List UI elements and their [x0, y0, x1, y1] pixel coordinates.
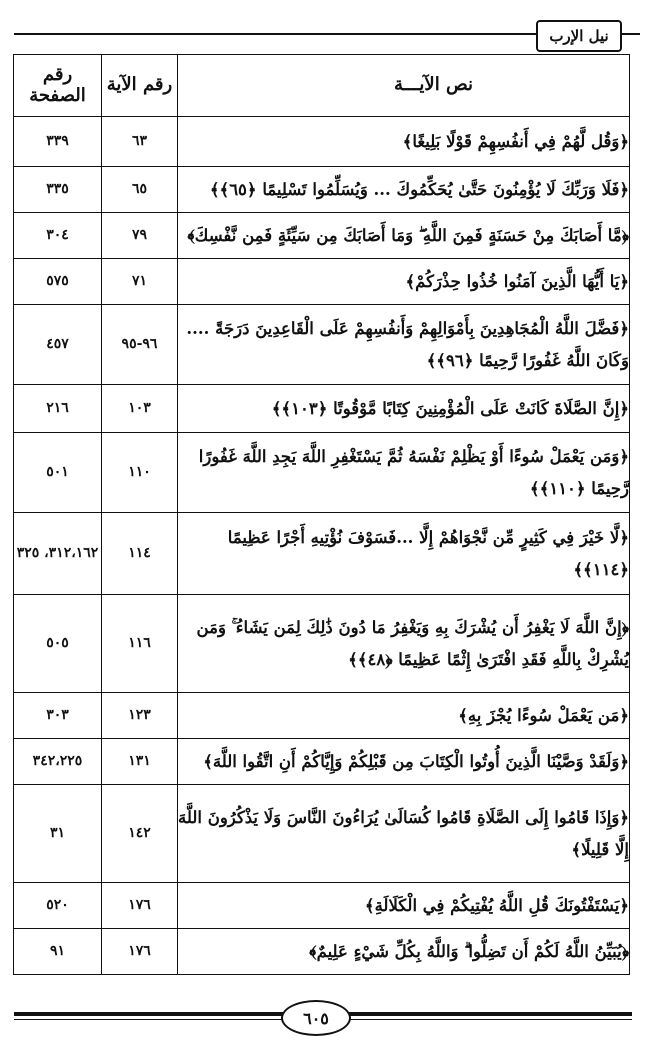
- verse-text: ﴿مَن يَعْمَلْ سُوءًا يُجْزَ بِهِ﴾: [178, 693, 630, 739]
- table-row: [14, 883, 630, 929]
- header-verse-text: نص الآيـــة: [178, 55, 630, 117]
- table-header-row: [14, 55, 630, 117]
- verse-text: ﴿وَلَقَدْ وَصَّيْنَا الَّذِينَ أُوتُوا الْكِتَابَ مِن قَبْلِكُمْ وَإِيَّاكُمْ أَنِ اتَّقُوا اللَّهَ﴾: [178, 739, 630, 785]
- table-row: [14, 305, 630, 385]
- verse-text: ﴿فَضَّلَ اللَّهُ الْمُجَاهِدِينَ بِأَمْوَالِهِمْ وَأَنفُسِهِمْ عَلَى الْقَاعِدِينَ دَرَجَةً .... وَكَانَ اللَّهُ غَفُورًا رَّحِيمًا ﴿٩٦﴾﴾: [178, 305, 630, 385]
- verse-text: ﴿وَمَن يَعْمَلْ سُوءًا أَوْ يَظْلِمْ نَفْسَهُ ثُمَّ يَسْتَغْفِرِ اللَّهَ يَجِدِ اللَّهَ غَفُورًا رَّحِيمًا ﴿١١٠﴾﴾: [178, 433, 630, 513]
- ayah-number: ١٤٢: [102, 785, 178, 883]
- verse-text: ﴿إِنَّ الصَّلَاةَ كَانَتْ عَلَى الْمُؤْمِنِينَ كِتَابًا مَّوْقُوتًا ﴿١٠٣﴾﴾: [178, 385, 630, 433]
- ayah-number: ٦٥: [102, 167, 178, 213]
- verse-text: ﴿إِنَّ اللَّهَ لَا يَغْفِرُ أَن يُشْرَكَ بِهِ وَيَغْفِرُ مَا دُونَ ذَٰلِكَ لِمَن يَشَاءُ ۚ وَمَن يُشْرِكْ بِاللَّهِ فَقَدِ افْتَرَىٰ إِثْمًا عَظِيمًا ﴿٤٨﴾﴾: [178, 595, 630, 693]
- verse-text: ﴿يَا أَيُّهَا الَّذِينَ آمَنُوا خُذُوا حِذْرَكُمْ﴾: [178, 259, 630, 305]
- page-number: ٥٠١: [14, 433, 102, 513]
- page-number: ٤٥٧: [14, 305, 102, 385]
- verse-text: ﴿فَلَا وَرَبِّكَ لَا يُؤْمِنُونَ حَتَّىٰ يُحَكِّمُوكَ ... وَيُسَلِّمُوا تَسْلِيمًا ﴿٦٥﴾﴾: [178, 167, 630, 213]
- ayah-number: ١٠٣: [102, 385, 178, 433]
- page-number: ٥٧٥: [14, 259, 102, 305]
- verse-text: ﴿يَسْتَفْتُونَكَ قُلِ اللَّهُ يُفْتِيكُمْ فِي الْكَلَالَةِ﴾: [178, 883, 630, 929]
- ayah-number: ١١٤: [102, 513, 178, 595]
- table-row: [14, 213, 630, 259]
- verse-text: ﴿مَّا أَصَابَكَ مِنْ حَسَنَةٍ فَمِنَ اللَّهِ ۖ وَمَا أَصَابَكَ مِن سَيِّئَةٍ فَمِن نَّفْسِكَ﴾: [178, 213, 630, 259]
- table-row: [14, 595, 630, 693]
- page-number: ٣٠٣: [14, 693, 102, 739]
- table-row: [14, 117, 630, 167]
- page-number: ٣١: [14, 785, 102, 883]
- ayah-number: ١٣١: [102, 739, 178, 785]
- ayah-number: ٩٦-٩٥: [102, 305, 178, 385]
- table-row: [14, 785, 630, 883]
- table-row: [14, 739, 630, 785]
- ayah-number: ١٧٦: [102, 883, 178, 929]
- page-number: ٥٠٥: [14, 595, 102, 693]
- page-number: ٩١: [14, 929, 102, 975]
- table-row: [14, 259, 630, 305]
- page-number: ٣٣٥: [14, 167, 102, 213]
- header-page-number: رقم الصفحة: [14, 55, 102, 117]
- ayah-number: ١١٦: [102, 595, 178, 693]
- verse-text: ﴿لَّا خَيْرَ فِي كَثِيرٍ مِّن نَّجْوَاهُمْ إِلَّا ...فَسَوْفَ نُؤْتِيهِ أَجْرًا عَظِيمًا ﴿١١٤﴾﴾: [178, 513, 630, 595]
- table-row: [14, 513, 630, 595]
- verse-text: ﴿وَإِذَا قَامُوا إِلَى الصَّلَاةِ قَامُوا كُسَالَىٰ يُرَاءُونَ النَّاسَ وَلَا يَذْكُرُونَ اللَّهَ إِلَّا قَلِيلًا﴾: [178, 785, 630, 883]
- page-number: ٣٠٤: [14, 213, 102, 259]
- ayah-number: ٦٣: [102, 117, 178, 167]
- header-rule-left: [14, 33, 538, 35]
- table-row: [14, 433, 630, 513]
- ayah-number: ١١٠: [102, 433, 178, 513]
- table-row: [14, 167, 630, 213]
- page-number: ٥٢٠: [14, 883, 102, 929]
- ayah-number: ٧١: [102, 259, 178, 305]
- table-row: [14, 693, 630, 739]
- verses-index-table: [13, 54, 630, 975]
- page-number: ٣٤٢،٢٢٥: [14, 739, 102, 785]
- table-row: [14, 929, 630, 975]
- page-number-badge: ٦٠٥: [281, 1000, 351, 1036]
- header-ayah-number: رقم الآية: [102, 55, 178, 117]
- ayah-number: ٧٩: [102, 213, 178, 259]
- verse-text: ﴿وَقُل لَّهُمْ فِي أَنفُسِهِمْ قَوْلًا بَلِيغًا﴾: [178, 117, 630, 167]
- verse-text: ﴿يُبَيِّنُ اللَّهُ لَكُمْ أَن تَضِلُّوا ۗ وَاللَّهُ بِكُلِّ شَيْءٍ عَلِيمٌ﴾: [178, 929, 630, 975]
- ayah-number: ١٢٣: [102, 693, 178, 739]
- book-title: نيل الإرب: [536, 20, 622, 52]
- page-number: ٢١٦: [14, 385, 102, 433]
- ayah-number: ١٧٦: [102, 929, 178, 975]
- table-row: [14, 385, 630, 433]
- page-number: ٣١٢،١٦٢، ٣٢٥: [14, 513, 102, 595]
- page-number: ٣٣٩: [14, 117, 102, 167]
